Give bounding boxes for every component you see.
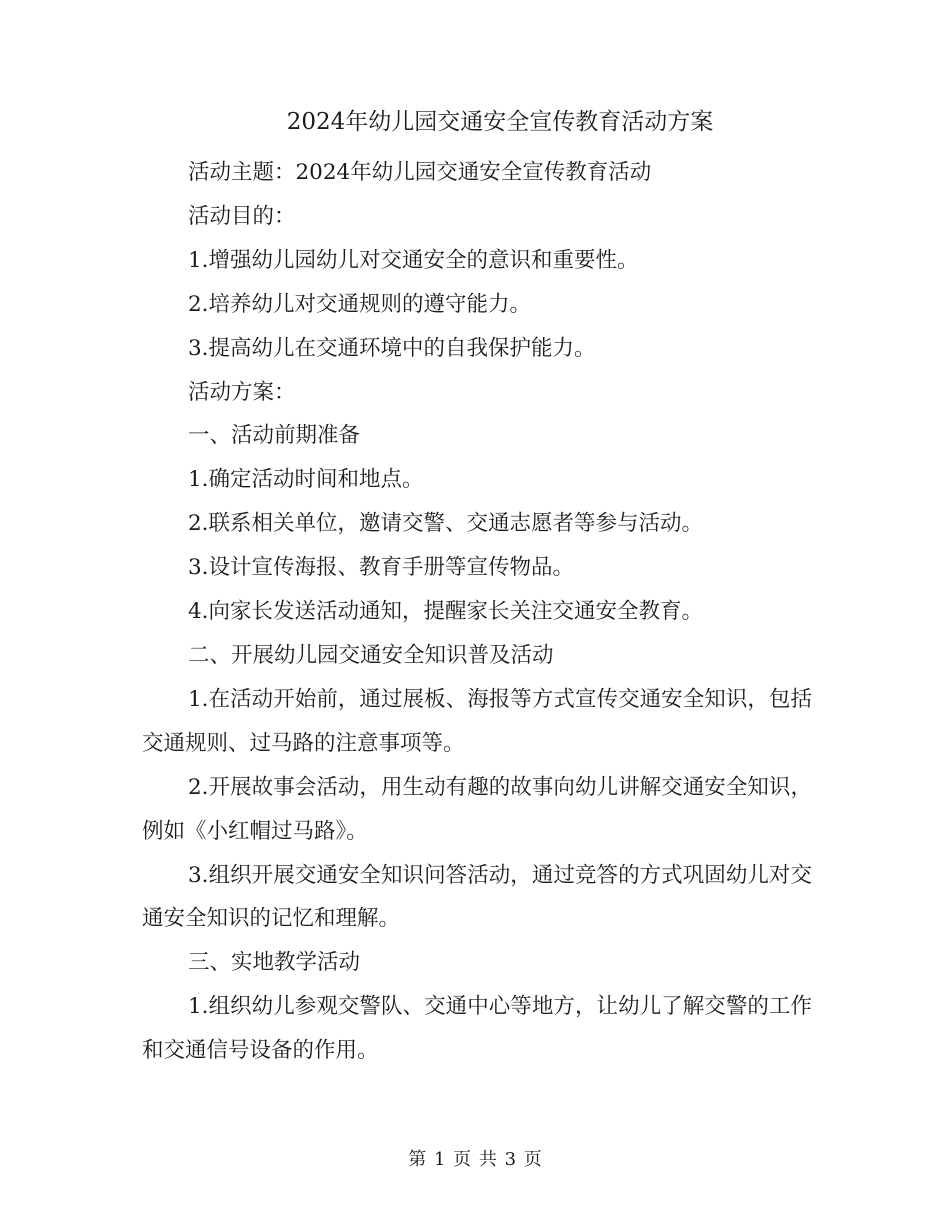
paragraph-knowledge-1: 1.在活动开始前，通过展板、海报等方式宣传交通安全知识，包括交通规则、过马路的注意事项等。 <box>142 686 812 756</box>
document-title: 2024年幼儿园交通安全宣传教育活动方案 <box>286 109 714 135</box>
paragraph-theme: 活动主题：2024年幼儿园交通安全宣传教育活动 <box>188 160 652 185</box>
paragraph-purpose-2: 2.培养幼儿对交通规则的遵守能力。 <box>188 291 532 317</box>
paragraph-purpose-3: 3.提高幼儿在交通环境中的自我保护能力。 <box>188 335 596 361</box>
page-number-footer: 第 1 页 共 3 页 <box>408 1149 542 1170</box>
paragraph-prep-2: 2.联系相关单位，邀请交警、交通志愿者等参与活动。 <box>188 511 704 537</box>
paragraph-knowledge-3: 3.组织开展交通安全知识问答活动，通过竞答的方式巩固幼儿对交通安全知识的记忆和理解。 <box>142 862 812 932</box>
document-body <box>142 151 812 1073</box>
paragraph-plan-heading: 活动方案： <box>188 379 296 405</box>
paragraph-field-1: 1.组织幼儿参观交警队、交通中心等地方，让幼儿了解交警的工作和交通信号设备的作用。 <box>142 994 812 1064</box>
section-heading-3: 三、实地教学活动 <box>188 950 361 976</box>
section-heading-2: 二、开展幼儿园交通安全知识普及活动 <box>188 642 554 668</box>
paragraph-purpose-heading: 活动目的： <box>188 203 296 229</box>
paragraph-prep-3: 3.设计宣传海报、教育手册等宣传物品。 <box>188 555 575 581</box>
paragraph-prep-1: 1.确定活动时间和地点。 <box>188 467 424 493</box>
paragraph-prep-4: 4.向家长发送活动通知，提醒家长关注交通安全教育。 <box>188 599 704 625</box>
paragraph-purpose-1: 1.增强幼儿园幼儿对交通安全的意识和重要性。 <box>188 247 639 273</box>
paragraph-knowledge-2: 2.开展故事会活动，用生动有趣的故事向幼儿讲解交通安全知识，例如《小红帽过马路》。 <box>142 774 812 844</box>
section-heading-1: 一、活动前期准备 <box>188 423 361 449</box>
